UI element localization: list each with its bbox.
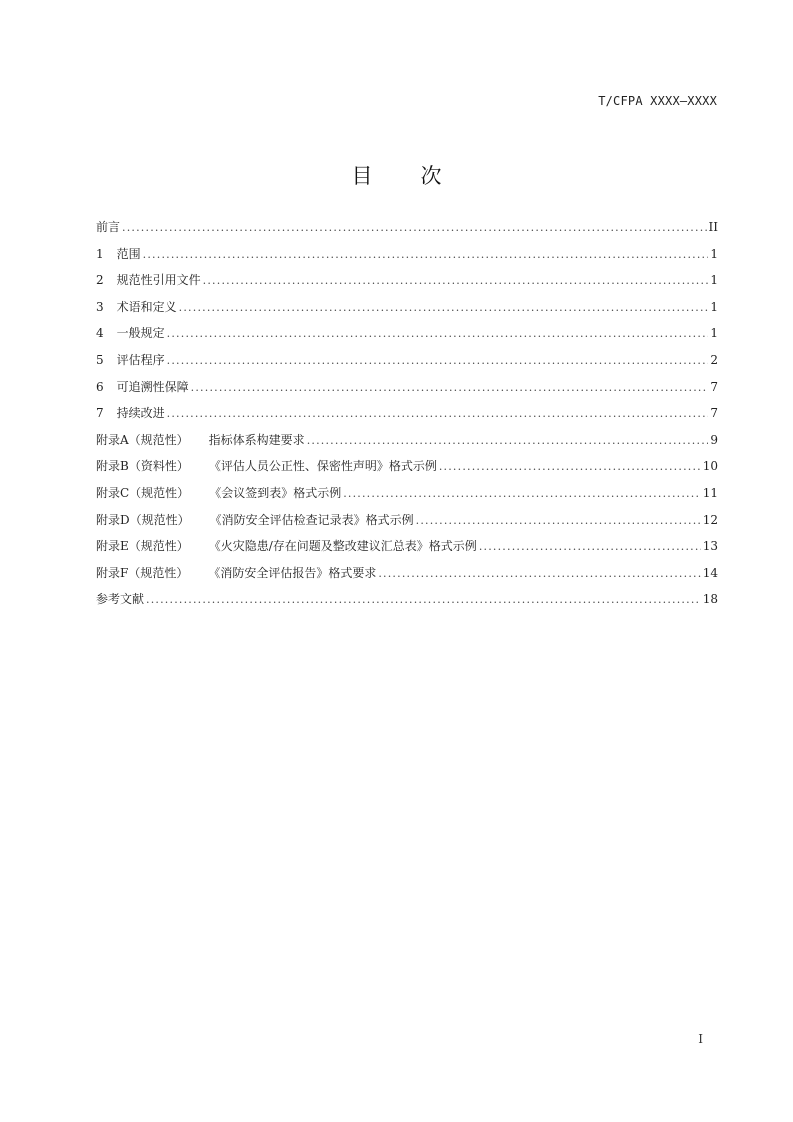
toc-leader-dots: [439, 457, 701, 477]
toc-entry-terms-definitions[interactable]: [96, 297, 718, 324]
toc-leader-dots: [167, 324, 708, 344]
toc-entry-traceability[interactable]: [96, 377, 718, 404]
toc-title-right: 次: [420, 164, 442, 188]
toc-entry-bibliography[interactable]: [96, 589, 718, 616]
toc-entry-number: 4: [96, 326, 104, 341]
toc-entry-page: 18: [702, 592, 718, 607]
appendix-label: 附录B（资料性）: [96, 459, 189, 474]
toc-entry-page: 7: [710, 406, 718, 421]
appendix-title: 《火灾隐患/存在问题及整改建议汇总表》格式示例: [208, 539, 477, 554]
toc-entry-page: 7: [710, 379, 718, 394]
toc-entry-page: II: [708, 220, 718, 234]
toc-leader-dots: [122, 218, 707, 238]
appendix-title: 《消防安全评估报告》格式要求: [208, 565, 377, 580]
toc-entry-appendix-f[interactable]: [96, 563, 718, 590]
toc-entry-number: 1: [96, 246, 104, 261]
toc-entry-number: 7: [96, 406, 104, 421]
toc-leader-dots: [167, 351, 708, 371]
toc-entry-page: 1: [710, 273, 718, 288]
toc-leader-dots: [416, 511, 701, 531]
appendix-label: 附录A（规范性）: [96, 432, 189, 447]
toc-title: [0, 160, 793, 190]
toc-leader-dots: [479, 537, 701, 557]
toc-leader-dots: [167, 404, 708, 424]
toc-entry-appendix-e[interactable]: [96, 536, 718, 563]
table-of-contents: [96, 217, 718, 616]
toc-entry-number: 6: [96, 379, 104, 394]
toc-entry-normative-references[interactable]: [96, 270, 718, 297]
toc-leader-dots: [343, 484, 701, 504]
toc-entry-label: [96, 456, 437, 476]
toc-leader-dots: [191, 378, 708, 398]
toc-entry-label: 范围: [116, 246, 141, 261]
toc-entry-label: [96, 483, 341, 503]
toc-entry-page: 10: [702, 459, 718, 474]
toc-entry-page: 2: [710, 352, 718, 367]
toc-leader-dots: [143, 245, 708, 265]
toc-leader-dots: [307, 431, 708, 451]
toc-entry-page: 1: [710, 326, 718, 341]
toc-entry-label: [96, 510, 414, 530]
toc-entry-label: 参考文献: [96, 592, 145, 607]
toc-entry-foreword[interactable]: [96, 217, 718, 244]
toc-entry-page: 9: [710, 432, 718, 447]
toc-entry-page: 11: [702, 485, 718, 500]
toc-entry-number: 2: [96, 273, 104, 288]
toc-title-left: 目: [351, 164, 373, 188]
appendix-title: 《会议签到表》格式示例: [209, 485, 342, 500]
toc-entry-general-provisions[interactable]: [96, 323, 718, 350]
appendix-label: 附录E（规范性）: [96, 539, 189, 554]
toc-entry-assessment-procedure[interactable]: [96, 350, 718, 377]
toc-entry-label: 术语和定义: [116, 299, 177, 314]
toc-entry-page: 14: [702, 565, 718, 580]
toc-entry-appendix-c[interactable]: [96, 483, 718, 510]
toc-entry-label: 持续改进: [116, 406, 165, 421]
toc-leader-dots: [146, 590, 701, 610]
appendix-label: 附录C（规范性）: [96, 485, 190, 500]
document-code: T/CFPA XXXX—XXXX: [598, 94, 717, 108]
toc-entry-number: 5: [96, 352, 104, 367]
page-number: I: [698, 1032, 703, 1046]
toc-entry-label: [96, 430, 305, 450]
toc-entry-page: 12: [702, 512, 718, 527]
toc-leader-dots: [378, 564, 700, 584]
toc-entry-page: 13: [702, 539, 718, 554]
toc-entry-appendix-b[interactable]: [96, 456, 718, 483]
toc-leader-dots: [179, 298, 708, 318]
toc-entry-label: 评估程序: [116, 352, 165, 367]
toc-leader-dots: [203, 271, 708, 291]
toc-entry-label: [96, 563, 376, 583]
toc-entry-label: 规范性引用文件: [116, 273, 201, 288]
appendix-label: 附录F（规范性）: [96, 565, 189, 580]
appendix-title: 《评估人员公正性、保密性声明》格式示例: [208, 459, 437, 474]
appendix-title: 《消防安全评估检查记录表》格式示例: [209, 512, 414, 527]
toc-entry-label: [96, 536, 477, 556]
toc-entry-appendix-a[interactable]: [96, 430, 718, 457]
toc-entry-label: 一般规定: [116, 326, 165, 341]
toc-entry-label: 前言: [96, 220, 121, 234]
toc-entry-page: 1: [710, 246, 718, 261]
appendix-label: 附录D（规范性）: [96, 512, 190, 527]
toc-entry-page: 1: [710, 299, 718, 314]
appendix-title: 指标体系构建要求: [208, 432, 305, 447]
toc-entry-scope[interactable]: [96, 244, 718, 271]
toc-entry-appendix-d[interactable]: [96, 510, 718, 537]
toc-entry-continuous-improvement[interactable]: [96, 403, 718, 430]
toc-entry-number: 3: [96, 299, 104, 314]
toc-entry-label: 可追溯性保障: [116, 379, 189, 394]
